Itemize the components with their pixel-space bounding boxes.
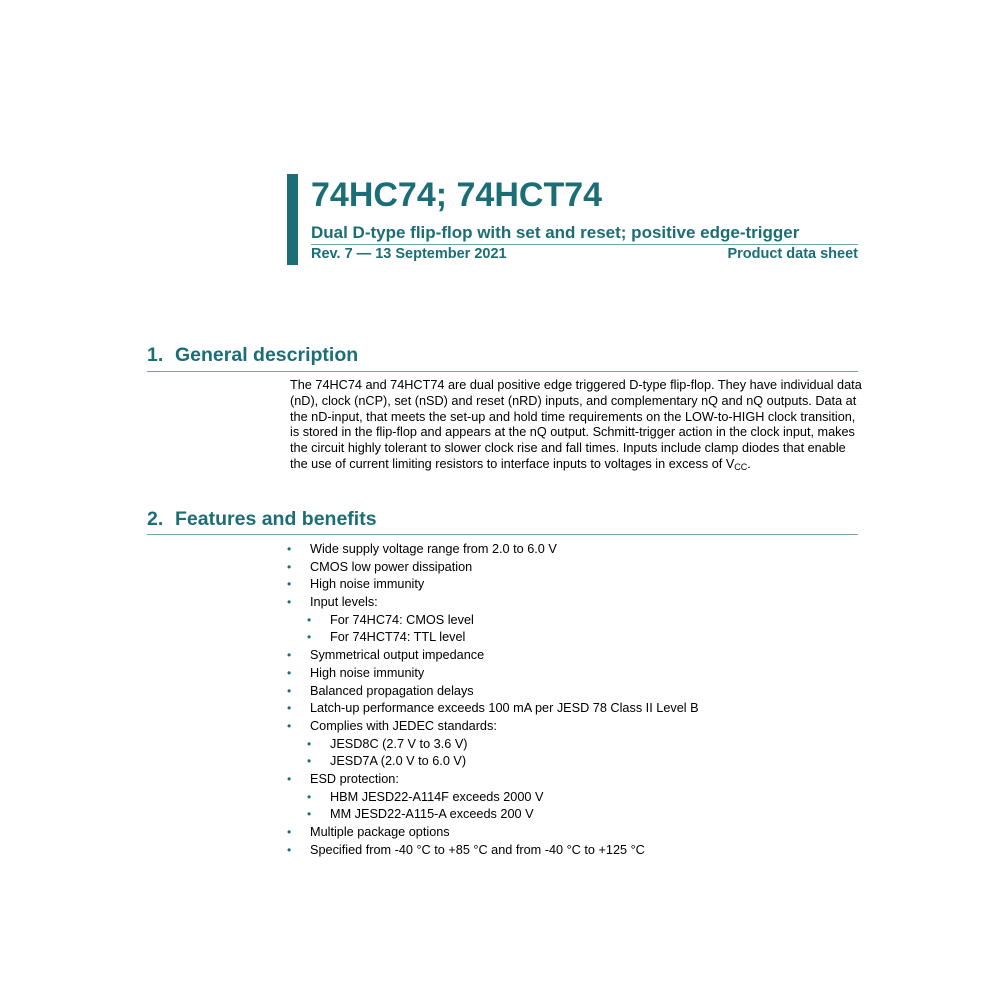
general-description-text	[290, 378, 862, 473]
document-type: Product data sheet	[727, 246, 858, 262]
bullet-icon: •	[287, 577, 292, 592]
document-subtitle: Dual D-type flip-flop with set and reset; positive edge-trigger	[311, 223, 800, 242]
feature-text: High noise immunity	[310, 577, 425, 592]
feature-text: Complies with JEDEC standards:	[310, 718, 497, 733]
bullet-icon: •	[287, 595, 292, 610]
bullet-icon: •	[287, 771, 292, 786]
bullet-icon: •	[307, 789, 312, 804]
feature-text: For 74HCT74: TTL level	[330, 630, 466, 645]
section-heading-features	[147, 507, 377, 531]
vcc-symbol: $V_{CC}$	[725, 456, 748, 472]
bullet-icon: •	[307, 612, 312, 627]
bullet-icon: •	[287, 665, 292, 680]
feature-text: Wide supply voltage range from 2.0 to 6.0 V	[310, 542, 557, 556]
feature-text: Balanced propagation delays	[310, 683, 474, 698]
feature-text: High noise immunity	[310, 665, 425, 680]
section-number: 2.	[147, 508, 164, 530]
bullet-icon: •	[307, 736, 312, 751]
bullet-icon: •	[287, 559, 292, 574]
bullet-icon: •	[287, 701, 292, 716]
description-end: .	[747, 456, 751, 471]
bullet-icon: •	[287, 825, 292, 839]
section-divider	[147, 534, 858, 535]
bullet-icon: •	[287, 648, 292, 663]
section-divider	[147, 371, 858, 372]
section-title: General description	[175, 344, 359, 366]
section-heading-general-description	[147, 343, 358, 367]
feature-text: For 74HC74: CMOS level	[330, 612, 474, 627]
revision-info: Rev. 7 — 13 September 2021	[311, 246, 507, 262]
section-number: 1.	[147, 344, 164, 366]
bullet-icon: •	[287, 683, 292, 698]
feature-text: HBM JESD22-A114F exceeds 2000 V	[330, 789, 544, 804]
feature-text: Input levels:	[310, 595, 378, 610]
bullet-icon: •	[287, 718, 292, 733]
feature-text: Specified from -40 °C to +85 °C and from -40 °C to +125 °C	[310, 842, 645, 857]
feature-text: MM JESD22-A115-A exceeds 200 V	[330, 807, 534, 822]
bullet-icon: •	[307, 630, 312, 645]
feature-text: Symmetrical output impedance	[310, 648, 485, 663]
description-body: The 74HC74 and 74HCT74 are dual positive edge triggered D-type flip-flop. They have individual data (nD), clock (nCP), set (nSD) and reset (nRD) inputs, and complementary nQ and nQ outputs. Data at the nD-input, that meets the set-up and hold time requirements on the LOW-to-HIGH clock transition, is stored in the flip-flop and appears at the nQ output. Schmitt-trigger action in the clock input, makes the circuit highly tolerant to slower clock rise and fall times. Inputs include clamp diodes that enable the use of current limiting resistors to interface inputs to voltages in excess of	[290, 378, 862, 471]
feature-text: CMOS low power dissipation	[310, 559, 473, 574]
bullet-icon: •	[287, 842, 292, 857]
feature-text: JESD8C (2.7 V to 3.6 V)	[330, 736, 468, 751]
bullet-icon: •	[307, 807, 312, 822]
header-accent-bar	[287, 174, 298, 265]
bullet-icon: •	[287, 542, 292, 556]
feature-text: Latch-up performance exceeds 100 mA per JESD 78 Class II Level B	[310, 701, 699, 716]
section-title: Features and benefits	[175, 508, 377, 530]
feature-text: JESD7A (2.0 V to 6.0 V)	[330, 754, 467, 769]
feature-text: Multiple package options	[310, 825, 450, 839]
feature-text: ESD protection:	[310, 771, 399, 786]
document-title: 74HC74; 74HCT74	[311, 176, 603, 214]
bullet-icon: •	[307, 754, 312, 769]
